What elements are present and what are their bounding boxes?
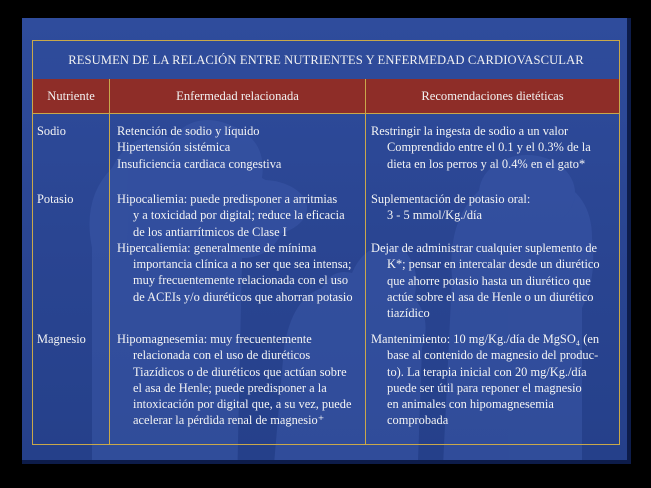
nutrient-potasio: Potasio xyxy=(37,192,74,206)
text-line: comprobada xyxy=(387,413,449,428)
text-line: Dejar de administrar cualquier suplemento de xyxy=(371,241,598,255)
nutrient-magnesio: Magnesio xyxy=(37,332,86,346)
disease-potasio xyxy=(117,191,353,305)
nutrient-summary-table xyxy=(32,40,620,445)
text-line: Hipomagnesemia: muy frecuentemente xyxy=(117,332,312,346)
text-line: base al contenido de magnesio del produc- xyxy=(387,348,599,363)
text-line: to). La terapia inicial con 20 mg/Kg./día xyxy=(387,364,587,379)
text-line: de ACEIs y/o diuréticos que ahorran potasio xyxy=(133,289,353,304)
text-line: tiazídico xyxy=(387,306,430,321)
text-line: Hipertensión sistémica xyxy=(117,140,231,155)
text-line: de los antiarrítmicos de Clase I xyxy=(133,224,287,239)
text-line: Comprendido entre el 0.1 y el 0.3% de la xyxy=(387,140,591,155)
disease-magnesio xyxy=(117,331,352,429)
text-line: Hipocaliemia: puede predisponer a arritmias xyxy=(117,192,338,206)
text-line: acelerar la pérdida renal de magnesio⁺ xyxy=(133,413,325,428)
text-line: muy frecuentemente relacionada con el uso xyxy=(133,273,349,288)
slide-panel xyxy=(22,18,631,464)
text-line: Restringir la ingesta de sodio a un valor xyxy=(371,124,569,138)
recommendations-sodio xyxy=(371,123,591,172)
header-disease: Enfermedad relacionada xyxy=(176,88,299,103)
disease-sodio xyxy=(117,123,281,172)
text-line: Mantenimiento: 10 mg/Kg./día de MgSO₄ (en xyxy=(371,332,600,346)
text-line: dieta en los perros y al 0.4% en el gato* xyxy=(387,156,586,171)
text-line: puede ser útil para reponer el magnesio xyxy=(387,380,582,395)
text-line: K*; pensar en intercalar desde un diurético xyxy=(387,257,600,272)
table-header-row xyxy=(33,79,619,114)
text-line: Retención de sodio y líquido xyxy=(117,124,260,138)
recommendations-potasio-stop xyxy=(371,240,600,321)
header-nutrient: Nutriente xyxy=(47,88,95,103)
nutrient-sodio: Sodio xyxy=(37,124,66,138)
text-line: Hipercaliemia: generalmente de mínima xyxy=(117,240,317,255)
column-divider xyxy=(365,79,366,444)
text-line: y a toxicidad por digital; reduce la eficacia xyxy=(133,208,345,223)
text-line: intoxicación por digital que, a su vez, puede xyxy=(133,397,352,412)
text-line: Tiazídicos o de diuréticos que actúan sobre xyxy=(133,364,347,379)
recommendations-magnesio xyxy=(371,331,599,429)
text-line: en animales con hipomagnesemia xyxy=(387,397,554,412)
column-divider xyxy=(109,79,110,444)
text-line: relacionada con el uso de diuréticos xyxy=(133,348,311,363)
text-line: Suplementación de potasio oral: xyxy=(371,192,531,206)
header-recommendations: Recomendaciones dietéticas xyxy=(421,88,564,103)
text-line: que ahorre potasio hasta un diurético que xyxy=(387,273,591,288)
text-line: 3 - 5 mmol/Kg./día xyxy=(387,208,482,223)
text-line: Insuficiencia cardiaca congestiva xyxy=(117,156,282,171)
text-line: actúe sobre el asa de Henle o un diurético xyxy=(387,289,594,304)
text-line: importancia clínica a no ser que sea intensa; xyxy=(133,257,352,272)
recommendations-potasio-oral xyxy=(371,191,530,224)
text-line: el asa de Henle; puede predisponer a la xyxy=(133,380,327,395)
table-title: RESUMEN DE LA RELACIÓN ENTRE NUTRIENTES Y ENFERMEDAD CARDIOVASCULAR xyxy=(33,41,619,80)
